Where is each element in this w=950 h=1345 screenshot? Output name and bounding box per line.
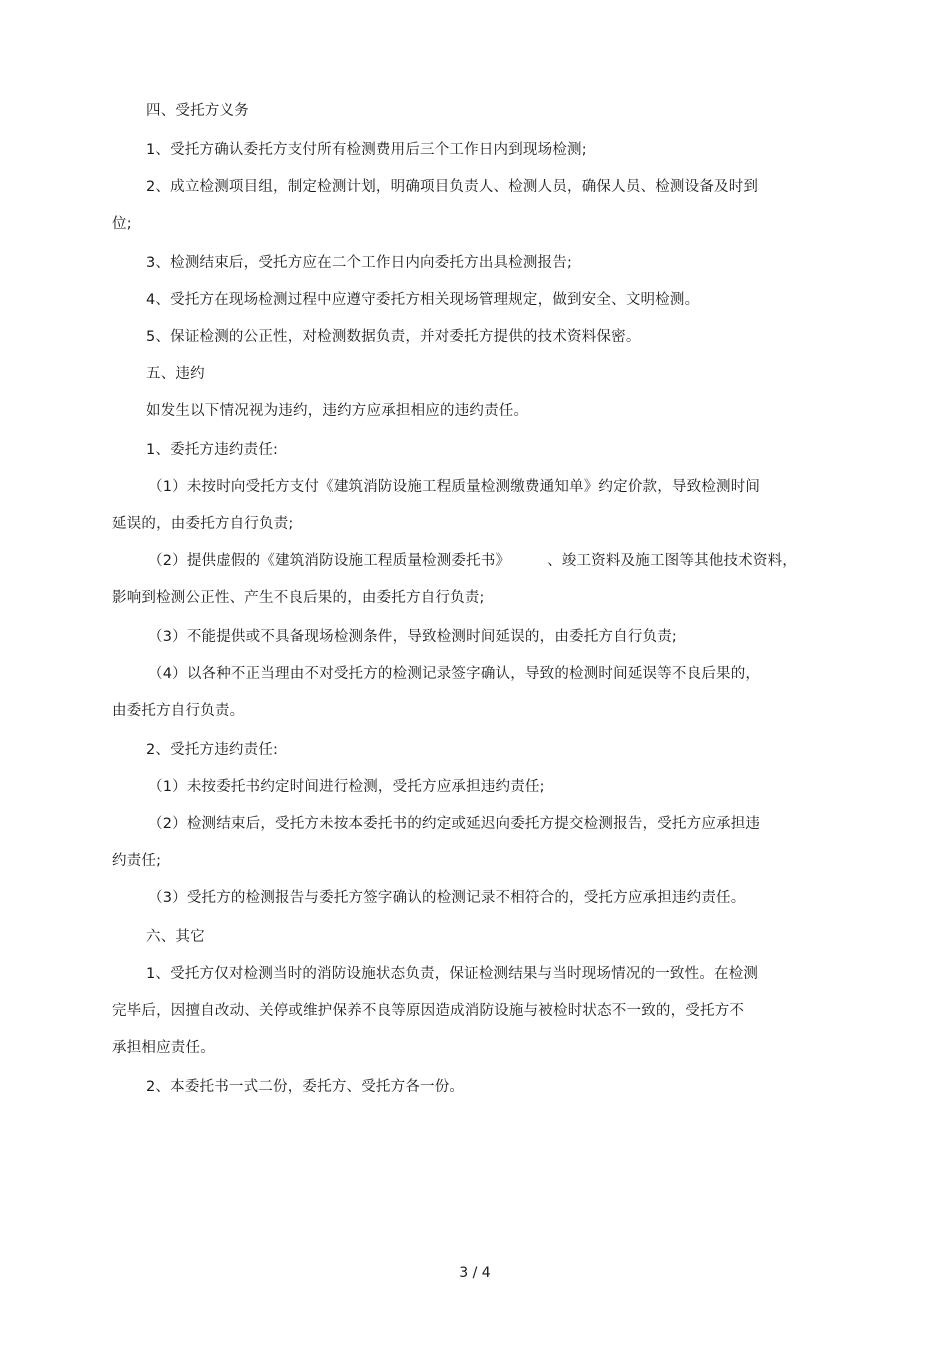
paragraph-line: 如发生以下情况视为违约，违约方应承担相应的违约责任。: [146, 403, 529, 419]
page-number: 3 / 4: [459, 1265, 491, 1281]
paragraph-line: 由委托方自行负责。: [112, 703, 245, 719]
paragraph-line: （2）检测结束后，受托方未按本委托书的约定或延迟向委托方提交检测报告，受托方应承担违: [148, 816, 761, 832]
paragraph-line: 位;: [112, 216, 132, 232]
paragraph-line: （3）受托方的检测报告与委托方签字确认的检测记录不相符合的，受托方应承担违约责任。: [148, 890, 746, 906]
paragraph-line: 5、保证检测的公正性，对检测数据负责，并对委托方提供的技术资料保密。: [146, 329, 641, 345]
paragraph-line: 3、检测结束后，受托方应在二个工作日内向委托方出具检测报告;: [146, 255, 573, 271]
paragraph-line: （1）未按时向受托方支付《建筑消防设施工程质量检测缴费通知单》约定价款，导致检测时间: [148, 479, 761, 495]
paragraph-line: 1、受托方确认委托方支付所有检测费用后三个工作日内到现场检测;: [146, 142, 587, 158]
paragraph-line: 2、成立检测项目组，制定检测计划，明确项目负责人、检测人员，确保人员、检测设备及时到: [146, 179, 759, 195]
subheading-client-breach: 1、委托方违约责任:: [146, 442, 279, 458]
subheading-contractor-breach: 2、受托方违约责任:: [146, 742, 279, 758]
section-heading-other: 六、其它: [146, 929, 205, 945]
paragraph-line: 延误的，由委托方自行负责;: [112, 516, 294, 532]
section-heading-breach: 五、违约: [146, 366, 205, 382]
paragraph-line: 承担相应责任。: [112, 1040, 215, 1056]
paragraph-line: 1、受托方仅对检测当时的消防设施状态负责，保证检测结果与当时现场情况的一致性。在检测: [146, 966, 759, 982]
paragraph-line: 4、受托方在现场检测过程中应遵守委托方相关现场管理规定，做到安全、文明检测。: [146, 292, 700, 308]
paragraph-line: 影响到检测公正性、产生不良后果的，由委托方自行负责;: [112, 590, 485, 606]
paragraph-line: （1）未按委托书约定时间进行检测，受托方应承担违约责任;: [148, 779, 545, 795]
paragraph-line: （2）提供虚假的《建筑消防设施工程质量检测委托书》 、竣工资料及施工图等其他技术资料，: [148, 553, 797, 569]
paragraph-line: 约责任;: [112, 853, 162, 869]
paragraph-line: （3）不能提供或不具备现场检测条件，导致检测时间延误的，由委托方自行负责;: [148, 629, 678, 645]
section-heading-obligations: 四、受托方义务: [146, 103, 249, 119]
paragraph-line: （4）以各种不正当理由不对受托方的检测记录签字确认，导致的检测时间延误等不良后果的，: [148, 666, 761, 682]
paragraph-line: 2、本委托书一式二份，委托方、受托方各一份。: [146, 1079, 465, 1095]
paragraph-line: 完毕后，因擅自改动、关停或维护保养不良等原因造成消防设施与被检时状态不一致的，受托方不: [112, 1003, 745, 1019]
